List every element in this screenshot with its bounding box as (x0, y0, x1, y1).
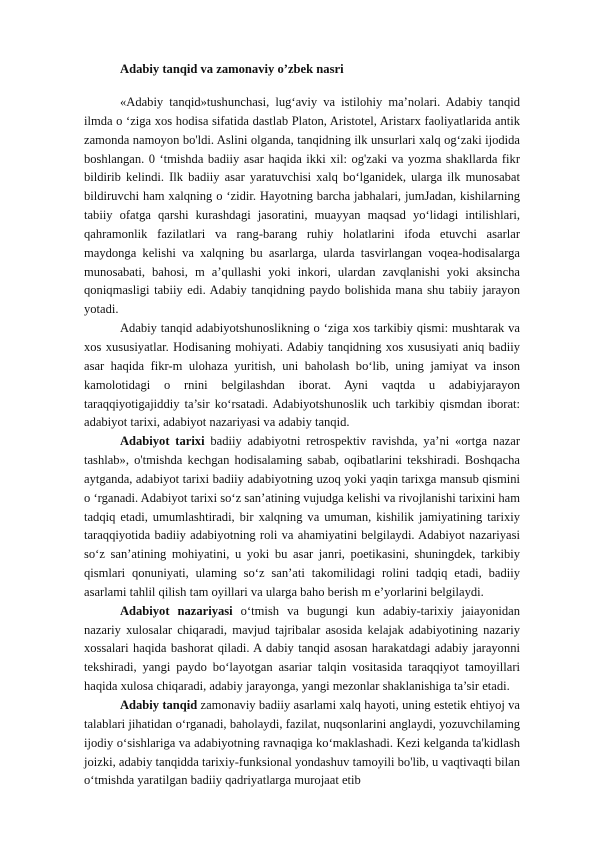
paragraph-adabiy-tanqid-tushunchasi (84, 93, 520, 319)
paragraph-tarkibiy-qism (84, 319, 520, 432)
term-adabiy-tanqid: Adabiy tanqid (120, 698, 198, 712)
document-body (84, 93, 520, 790)
document-title: Adabiy tanqid va zamonaviy o’zbek nasri (120, 62, 344, 76)
paragraph-text: badiiy adabiyotni retrospektiv ravishda, ya’ni «ortga nazar tashlab», o'tmishda kechgan hodisalaming sabab, oqibatlarini tekshiradi. Boshqacha aytganda, adabiyot tarixi badiiy adabiyotning uzoq yoki yaqin tarixga mansub qismini o ‘rganadi. Adabiyot tarixi so‘z san’atining vujudga kelishi va rivojlanishi tarixini ham tadqiq etadi, umumlashtiradi, bir xalqning va umuman, kishilik jamiyatining tarixiy taraqqiyotida badiiy adabiyotning roli va ahamiyatini belgilaydi. Adabiyot nazariyasi so‘z san’atining mohiyatini, u yoki bu asar janri, poetikasini, shuningdek, tarkibiy qismlari qonuniyati, ulaming so‘z san’ati takomilidagi rolini tadqiq etadi, badiiy asarlami tahlil qilish tam oyillari va ularga baho berish m e’yorlarini belgilaydi. (84, 434, 520, 599)
paragraph-text: zamonaviy badiiy asarlami xalq hayoti, uning estetik ehtiyoj va talablari jihatidan o‘rganadi, baholaydi, fazilat, nuqsonlarini anglaydi, yozuvchilaming ijodiy o‘sishlariga va adabiyotning ravnaqiga ko‘maklashadi. Kezi kelganda ta'kidlash joizki, adabiy tanqidda tarixiy-funksional yondashuv tamoyili bo'lib, u vaqtivaqti bilan o‘tmishda yaratilgan badiiy qadriyatlarga murojaat etib (84, 698, 520, 788)
paragraph-text: o‘tmish va bugungi kun adabiy-tarixiy jaiayonidan nazariy xulosalar chiqaradi, mavjud tajribalar asosida kelajak adabiyotining nazariy xossalari haqida bashorat qiladi. A dabiy tanqid asosan harakatdagi adabiy jarayonni tekshiradi, yangi paydo bo‘layotgan asariar talqin vositasida taraqqiyot tamoyillari haqida xulosa chiqaradi, adabiy jarayonga, yangi mezonlar shaklanishiga ta’sir etadi. (84, 603, 520, 694)
paragraph-adabiyot-tarixi (84, 432, 520, 602)
paragraph-text: Adabiy tanqid adabiyotshunoslikning o ‘ziga xos tarkibiy qismi: mushtarak va xos xususiyatlar. Hodisaning mohiyati. Adabiy tanqidning xos xususiyati aniq badiiy asar haqida fikr-m ulohaza yuritish, uni baholash bo‘lib, uning jamiyat va inson kamolotidagi o rnini belgilashdan iborat. Ayni vaqtda u adabiyjarayon taraqqiyotigajiddiy ta’sir ko‘rsatadi. Adabiyotshunoslik uch tarkibiy qismdan iborat: adabiyot tarixi, adabiyot nazariyasi va adabiy tanqid. (84, 321, 520, 430)
term-adabiyot-nazariyasi: Adabiyot nazariyasi (120, 603, 233, 618)
paragraph-text: «Adabiy tanqid»tushunchasi, lug‘aviy va istilohiy ma’nolari. Adabiy tanqid ilmda o ‘ziga xos hodisa sifatida dastlab Platon, Aristotel, Aristarx faoliyatlarida antik zamonda namoyon bo'ldi. Aslini olganda, tanqidning ilk unsurlari xalq og‘zaki ijodida boshlangan. 0 ‘tmishda badiiy asar haqida ikki xil: og'zaki va yozma shakllarda fikr bildirib kelindi. Ilk badiiy asar yaratuvchisi xalq bo‘lganidek, ularga ilk munosabat bildiruvchi ham xalqning o ‘zidir. Hayotning barcha jabhalari, jumJadan, kishilarning tabiiy ofatga qarshi kurashdagi jasoratini, muayyan maqsad yo‘lidagi intilishlari, qahramonlik fazilatlari va rang-barang ruhiy holatlarini ifoda etuvchi asarlar maydonga kelishi va xalqning bu asarlarga, ularda tasvirlangan voqea-hodisalarga munosabati, bahosi, m a’qullashi yoki inkori, ulardan zavqlanishi yoki aksincha qoniqmasligi tabiiy edi. Adabiy tanqidning paydo bolishida mana shu tabiiy jarayon yotadi. (84, 95, 520, 317)
paragraph-adabiyot-nazariyasi (84, 602, 520, 696)
term-adabiyot-tarixi: Adabiyot tarixi (120, 434, 205, 449)
paragraph-adabiy-tanqid (84, 696, 520, 790)
